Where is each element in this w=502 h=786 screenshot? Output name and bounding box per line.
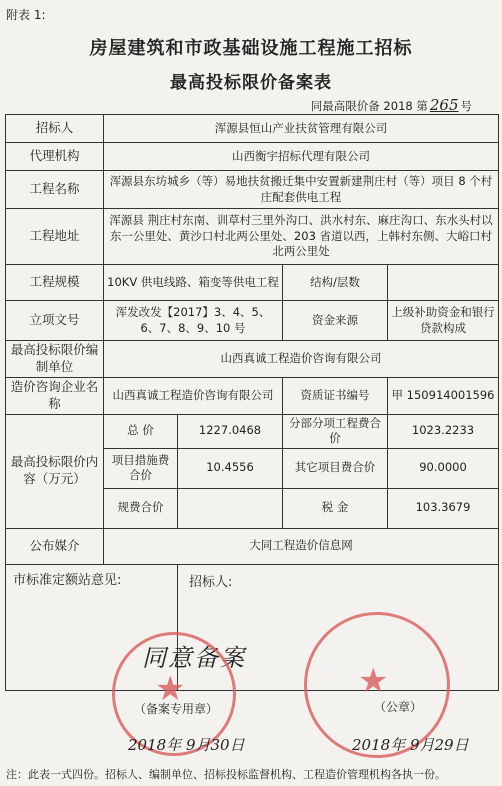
value-fee [178, 488, 283, 528]
value-cert-no: 甲 150914001596 [388, 377, 499, 414]
label-structure: 结构/层数 [283, 265, 388, 301]
footer-left-label: 市标准定额站意见: [13, 572, 122, 588]
label-media: 公布媒介 [6, 528, 104, 564]
row-project-name [6, 171, 499, 209]
label-fee: 规费合价 [104, 488, 178, 528]
tenderer-seal-note: （公章） [374, 700, 423, 714]
value-project-scale: 10KV 供电线路、箱变等供电工程 [104, 265, 283, 301]
label-measure: 项目措施费合价 [104, 448, 178, 488]
form-title-line2: 最高投标限价备案表 [170, 73, 332, 93]
value-consultant: 山西真诚工程造价咨询有限公司 [104, 377, 283, 414]
record-number [311, 96, 472, 114]
row-limit-total [6, 414, 499, 448]
row-media [6, 528, 499, 564]
value-total: 1227.0468 [178, 414, 283, 448]
value-structure [388, 265, 499, 301]
label-tax: 税 金 [283, 488, 388, 528]
form-title-line1: 房屋建筑和市政基础设施工程施工招标 [89, 38, 413, 59]
label-fund-source: 资金来源 [283, 301, 388, 341]
value-tenderer: 浑源县恒山产业扶贫管理有限公司 [104, 115, 499, 143]
label-other: 其它项目费合价 [283, 448, 388, 488]
label-approval: 立项文号 [6, 301, 104, 341]
value-agency: 山西衡宇招标代理有限公司 [104, 143, 499, 171]
value-fund-source: 上级补助资金和银行贷款构成 [388, 301, 499, 341]
label-limit-content: 最高投标限价内容（万元） [6, 414, 104, 528]
attachment-label: 附表 1: [6, 8, 46, 22]
label-tenderer: 招标人 [6, 115, 104, 143]
label-subitem: 分部分项工程费合价 [283, 414, 388, 448]
row-project-address [6, 209, 499, 265]
value-other: 90.0000 [388, 448, 499, 488]
label-project-address: 工程地址 [6, 209, 104, 265]
value-subitem: 1023.2233 [388, 414, 499, 448]
row-compiler [6, 341, 499, 378]
label-total: 总 价 [104, 414, 178, 448]
value-tax: 103.3679 [388, 488, 499, 528]
record-prefix: 同最高限价备 2018 第 [310, 99, 428, 113]
row-project-scale [6, 265, 499, 301]
label-project-name: 工程名称 [6, 171, 104, 209]
value-measure: 10.4556 [178, 448, 283, 488]
seal-star-icon: ★ [358, 661, 389, 701]
record-handwritten-number: 265 [429, 96, 459, 114]
record-seal-note: （备案专用章） [134, 702, 219, 716]
seal-star-icon: ★ [155, 669, 186, 709]
record-form-table [5, 114, 499, 691]
row-approval [6, 301, 499, 341]
record-suffix: 号 [460, 99, 472, 113]
value-approval: 浑发改发【2017】3、4、5、6、7、8、9、10 号 [104, 301, 283, 341]
label-agency: 代理机构 [6, 143, 104, 171]
row-agency [6, 143, 499, 171]
row-tenderer [6, 115, 499, 143]
value-media: 大同工程造价信息网 [104, 528, 499, 564]
row-consultant [6, 377, 499, 414]
approval-handwriting: 同意备案 [142, 644, 246, 672]
footer-right-date: 2018年 9月29日 [352, 736, 469, 754]
label-compiler: 最高投标限价编制单位 [6, 341, 104, 378]
footnote: 注：此表一式四份。招标人、编制单位、招标投标监督机构、工程造价管理机构各执一份。 [6, 768, 446, 781]
footer-left-date: 2018年 9月30日 [128, 736, 245, 754]
label-cert-no: 资质证书编号 [283, 377, 388, 414]
value-project-address: 浑源县 荆庄村东南、训草村三里外沟口、洪水村东、麻庄沟口、东水头村以东一公里处、黄沙口村北两公里处、203 省道以西，上韩村东侧、大峪口村北两公里处 [104, 209, 499, 265]
value-compiler: 山西真诚工程造价咨询有限公司 [104, 341, 499, 378]
value-project-name: 浑源县东坊城乡（等）易地扶贫搬迁集中安置新建荆庄村（等）项目 8 个村庄配套供电工程 [104, 171, 499, 209]
footer-right-label: 招标人: [189, 574, 233, 590]
label-consultant: 造价咨询企业名称 [6, 377, 104, 414]
label-project-scale: 工程规模 [6, 265, 104, 301]
